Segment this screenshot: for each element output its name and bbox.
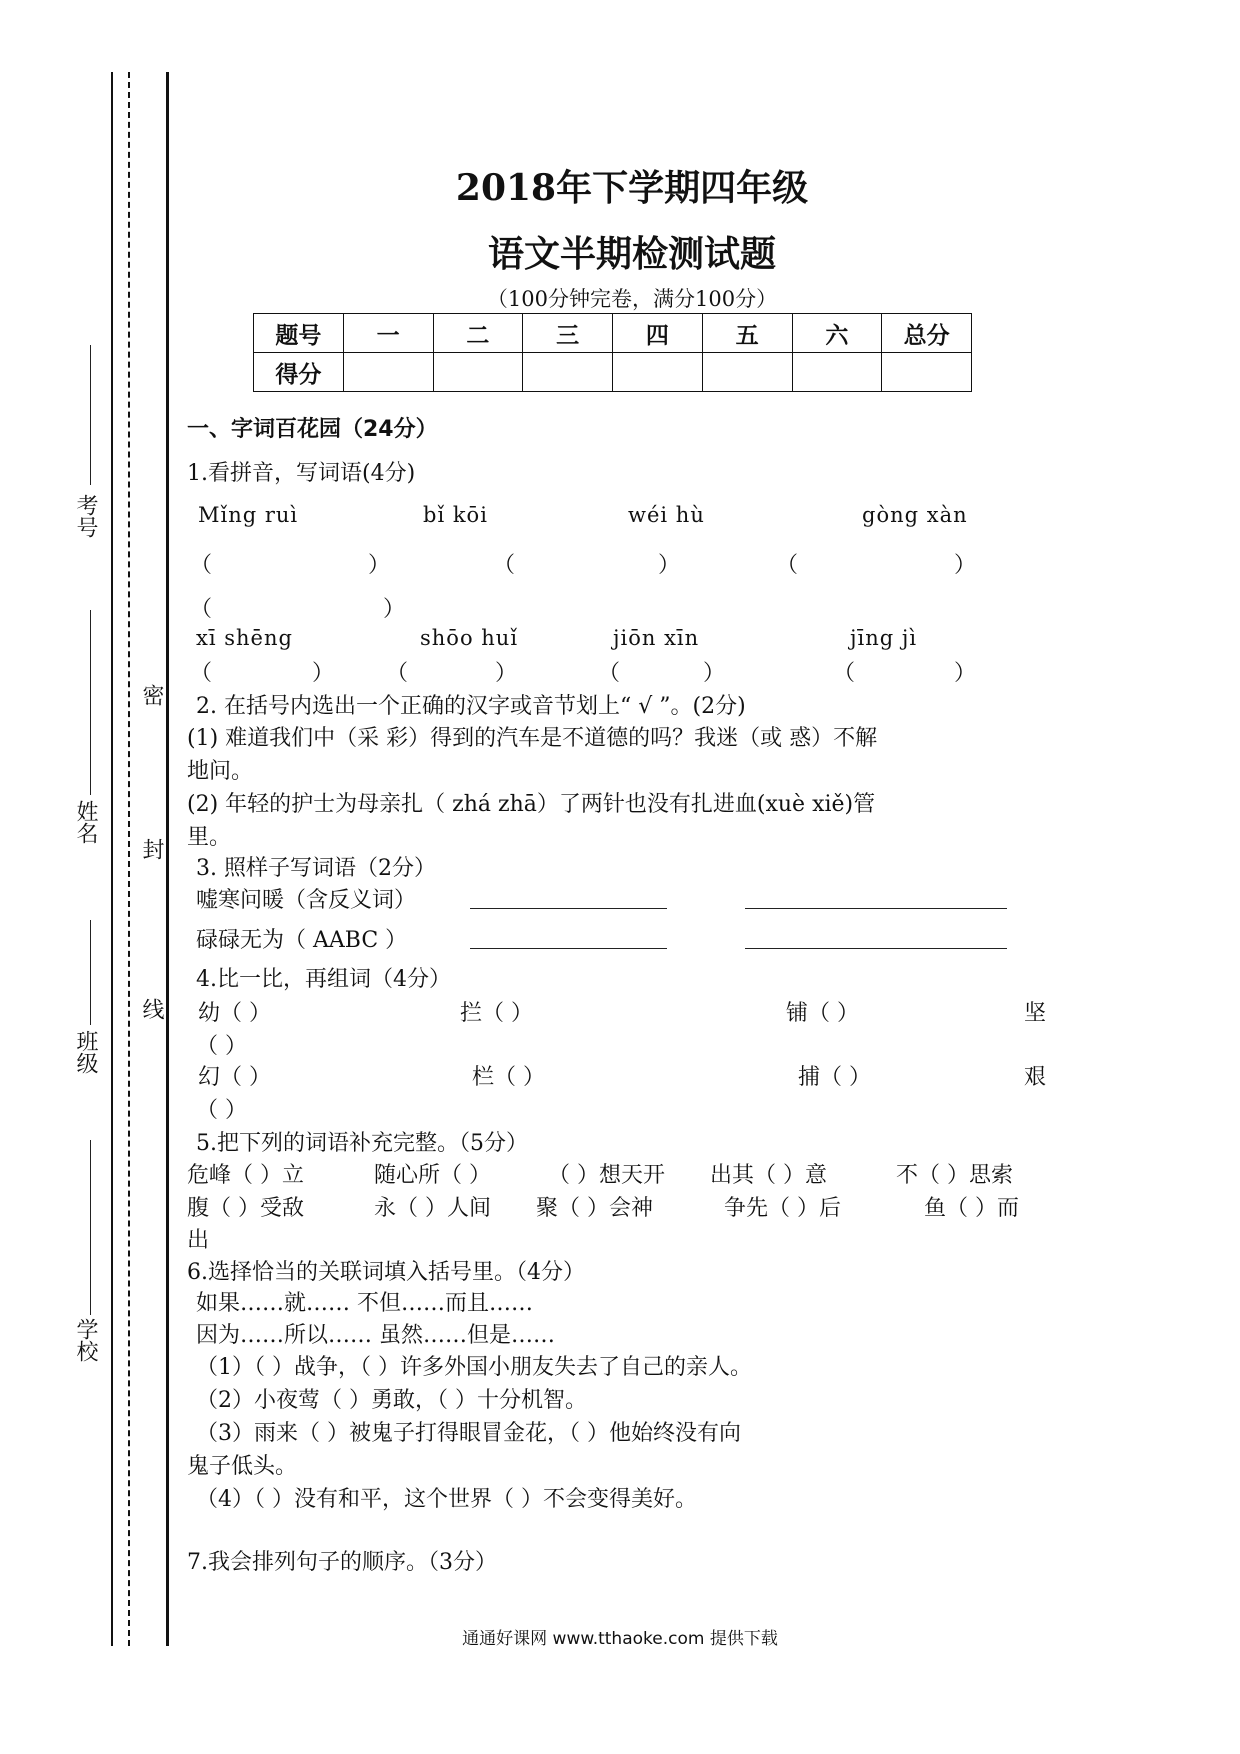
idiom: 聚（ ）会神 xyxy=(536,1196,653,1221)
pinyin: Mǐng ruì xyxy=(198,503,299,527)
idiom: 危峰（ ）立 xyxy=(187,1163,304,1188)
question-4-title: 4.比一比，再组词（4分） xyxy=(196,967,451,992)
score-row-label: 得分 xyxy=(254,353,344,392)
answer-line[interactable] xyxy=(470,948,667,949)
score-cell-empty[interactable] xyxy=(792,353,882,392)
question-2-line-2: (2) 年轻的护士为母亲扎（ zhá zhā）了两针也没有扎进血(xuè xiě)管 xyxy=(187,792,876,817)
compare-word: 拦（ ） xyxy=(460,1001,533,1026)
side-blank-school xyxy=(90,1140,91,1315)
pinyin: xī shēng xyxy=(196,626,293,650)
score-cell-header: 五 xyxy=(702,314,792,353)
question-2-title: 2. 在括号内选出一个正确的汉字或音节划上“ √ ”。(2分) xyxy=(196,694,746,719)
idiom: （ ）想天开 xyxy=(548,1163,665,1188)
score-table-score-row xyxy=(254,353,972,392)
question-6-sentence-3: （3）雨来（ ）被鬼子打得眼冒金花，（ ）他始终没有向 xyxy=(196,1421,741,1446)
question-5-title: 5.把下列的词语补充完整。（5分） xyxy=(196,1131,528,1156)
answer-paren-open: （ xyxy=(493,553,516,578)
question-3-example-2: 碌碌无为（ AABC ） xyxy=(196,928,408,953)
page-footer: 通通好课网 www.tthaoke.com 提供下载 xyxy=(462,1629,778,1649)
question-3-example-1: 嘘寒问暖（含反义词） xyxy=(196,888,417,913)
answer-paren-open: （ xyxy=(190,597,213,622)
side-label-name: 姓名 xyxy=(73,800,98,844)
answer-line[interactable] xyxy=(745,908,1007,909)
exam-info: （100分钟完卷，满分100分） xyxy=(486,287,778,311)
page-title: 2018年下学期四年级 xyxy=(455,167,809,209)
idiom: 永（ ）人间 xyxy=(374,1196,491,1221)
compare-word-wrap: （ ） xyxy=(196,1034,247,1059)
answer-paren-open: （ xyxy=(190,553,213,578)
answer-paren-close: ） xyxy=(312,661,335,686)
score-cell-empty[interactable] xyxy=(523,353,613,392)
answer-paren-open: （ xyxy=(776,553,799,578)
side-blank-name xyxy=(90,610,91,795)
seal-xian: 线 xyxy=(139,998,164,1020)
compare-word: 捕（ ） xyxy=(798,1065,871,1090)
side-label-exam-number: 考号 xyxy=(73,494,98,538)
compare-word: 幻（ ） xyxy=(198,1065,271,1090)
score-cell-header: 一 xyxy=(343,314,433,353)
pinyin: bǐ kōi xyxy=(423,503,488,527)
answer-paren-close: ） xyxy=(954,661,977,686)
pinyin: jiōn xīn xyxy=(613,626,700,650)
pinyin: wéi hù xyxy=(628,503,705,527)
seal-feng: 封 xyxy=(139,838,164,860)
answer-paren-open: （ xyxy=(190,661,213,686)
answer-paren-close: ） xyxy=(703,661,726,686)
idiom: 随心所（ ） xyxy=(374,1163,491,1188)
compare-word: 铺（ ） xyxy=(786,1001,859,1026)
question-7-title: 7.我会排列句子的顺序。（3分） xyxy=(187,1550,497,1575)
answer-paren-open: （ xyxy=(598,661,621,686)
score-table-header-row xyxy=(254,314,972,353)
score-cell-header: 四 xyxy=(613,314,703,353)
answer-line[interactable] xyxy=(745,948,1007,949)
answer-paren-close: ） xyxy=(658,553,681,578)
page-subtitle-title: 语文半期检测试题 xyxy=(487,233,776,275)
score-cell-empty[interactable] xyxy=(613,353,703,392)
score-cell-header: 题号 xyxy=(254,314,344,353)
conjunction-options: 因为……所以…… 虽然……但是…… xyxy=(196,1323,555,1348)
section-heading: 一、字词百花园（24分） xyxy=(187,417,438,442)
idiom-wrap: 出 xyxy=(187,1228,210,1253)
side-blank-class xyxy=(90,920,91,1025)
compare-word-wrap: （ ） xyxy=(196,1098,247,1123)
score-cell-empty[interactable] xyxy=(343,353,433,392)
score-cell-header: 六 xyxy=(792,314,882,353)
question-6-sentence-2: （2）小夜莺（ ）勇敢，（ ）十分机智。 xyxy=(196,1388,587,1413)
score-cell-empty[interactable] xyxy=(882,353,972,392)
question-6-title: 6.选择恰当的关联词填入括号里。（4分） xyxy=(187,1260,585,1285)
question-2-line-1: (1) 难道我们中（采 彩）得到的汽车是不道德的吗？我迷（或 惑）不解 xyxy=(187,726,878,751)
answer-paren-close: ） xyxy=(954,553,977,578)
answer-paren-open: （ xyxy=(386,661,409,686)
side-label-class: 班级 xyxy=(73,1030,98,1074)
question-2-line-2b: 里。 xyxy=(187,825,232,850)
score-cell-header: 二 xyxy=(433,314,523,353)
idiom: 腹（ ）受敌 xyxy=(187,1196,304,1221)
answer-paren-close: ） xyxy=(368,553,391,578)
conjunction-options: 如果……就…… 不但……而且…… xyxy=(196,1291,533,1316)
idiom: 出其（ ）意 xyxy=(710,1163,827,1188)
answer-line[interactable] xyxy=(470,908,667,909)
compare-word: 栏（ ） xyxy=(472,1065,545,1090)
question-6-sentence-1: （1）（ ）战争，（ ）许多外国小朋友失去了自己的亲人。 xyxy=(196,1355,752,1380)
score-table xyxy=(253,313,972,392)
score-cell-header: 总分 xyxy=(882,314,972,353)
side-blank-exam-number xyxy=(90,345,91,485)
seal-mi: 密 xyxy=(139,684,164,706)
question-1-title: 1.看拼音，写词语(4分) xyxy=(187,461,416,486)
score-cell-empty[interactable] xyxy=(702,353,792,392)
score-cell-empty[interactable] xyxy=(433,353,523,392)
score-cell-header: 三 xyxy=(523,314,613,353)
pinyin: jīng jì xyxy=(850,626,918,650)
side-label-school: 学校 xyxy=(73,1318,98,1362)
compare-word: 幼（ ） xyxy=(198,1001,271,1026)
question-2-line-1b: 地问。 xyxy=(187,759,254,784)
idiom: 鱼（ ）而 xyxy=(924,1196,1019,1221)
question-6-sentence-4: （4）（ ）没有和平，这个世界（ ）不会变得美好。 xyxy=(196,1487,697,1512)
question-6-sentence-3b: 鬼子低头。 xyxy=(187,1454,298,1479)
compare-word: 艰 xyxy=(1024,1065,1047,1090)
question-3-title: 3. 照样子写词语（2分） xyxy=(196,856,436,881)
answer-paren-close: ） xyxy=(383,597,406,622)
answer-paren-close: ） xyxy=(495,661,518,686)
pinyin: shōo huǐ xyxy=(420,626,519,650)
compare-word: 坚 xyxy=(1024,1001,1047,1026)
answer-paren-open: （ xyxy=(833,661,856,686)
idiom: 不（ ）思索 xyxy=(896,1163,1013,1188)
pinyin: gòng xàn xyxy=(862,503,968,527)
idiom: 争先（ ）后 xyxy=(724,1196,841,1221)
